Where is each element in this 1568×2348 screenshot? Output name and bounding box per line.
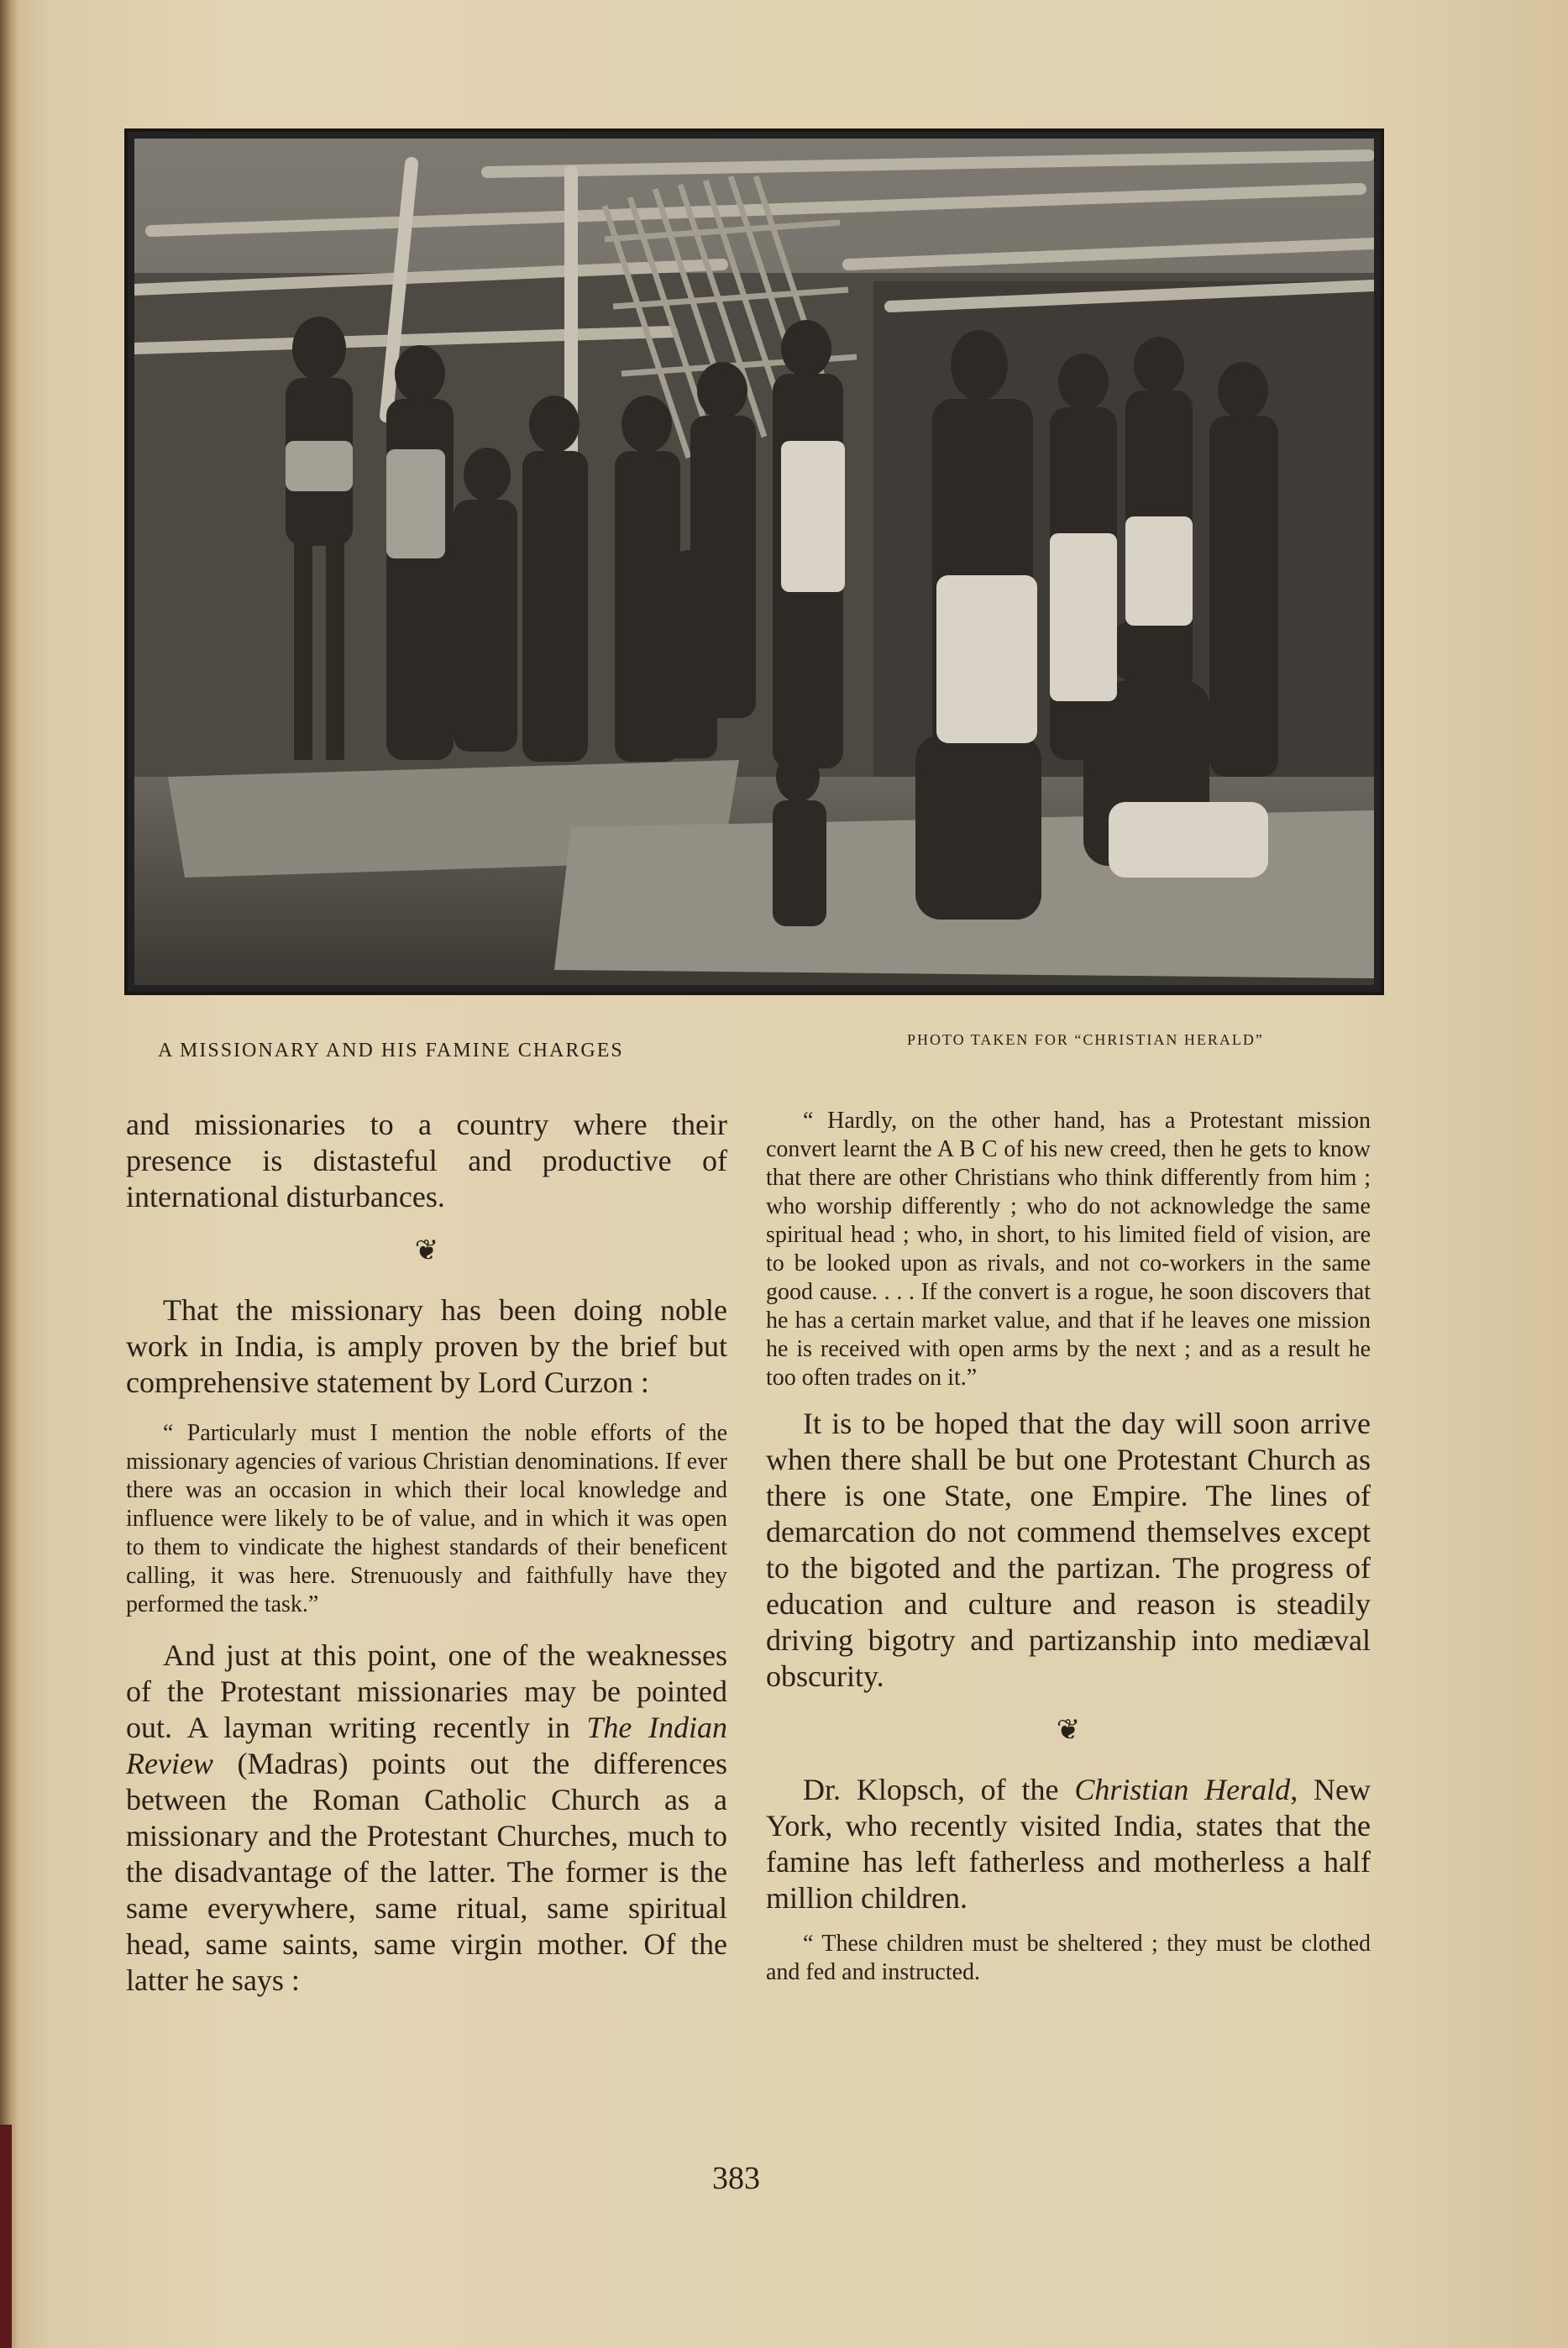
page-number: 383 bbox=[712, 2161, 760, 2196]
famine-photograph bbox=[124, 128, 1384, 995]
quote-indian-review: “ Hardly, on the other hand, has a Protestant mission convert learnt the A B C of his new creed, then he gets to know that there are other Christians who think differently from him ; who worship differently ; who do not acknowledge the same spiritual head ; who, in short, to his limited field of vision, are to be looked upon as rivals, and not co-workers in the same good cause. . . . If the convert is a rogue, he soon discovers that he has a certain market value, and that if he leaves one mission he is received with open arms by the next ; and as a result he too often trades on it.” bbox=[766, 1108, 1371, 1391]
book-spine-edge bbox=[0, 2125, 12, 2348]
right-column bbox=[766, 1107, 1371, 1987]
binding-shadow bbox=[0, 0, 18, 2348]
photo-credit: PHOTO TAKEN FOR “CHRISTIAN HERALD” bbox=[907, 1031, 1264, 1048]
paragraph-klopsch: Dr. Klopsch, of the Christian Herald, New York, who recently visited India, states that the famine has left fatherless and motherless a half million children. bbox=[766, 1773, 1371, 1915]
christian-herald-title: Christian Herald bbox=[1074, 1773, 1291, 1806]
quote-children: “ These children must be sheltered ; they must be clothed and fed and instructed. bbox=[766, 1931, 1371, 1985]
photo-image bbox=[134, 139, 1374, 985]
paragraph-continuation: and missionaries to a country where their presence is distasteful and productive of international disturbances. bbox=[126, 1108, 727, 1213]
ornament-divider-2: ❦ bbox=[1056, 1715, 1081, 1746]
photo-caption: A MISSIONARY AND HIS FAMINE CHARGES bbox=[158, 1040, 624, 1061]
ornament-divider: ❦ bbox=[414, 1235, 439, 1266]
paragraph-curzon-intro: That the missionary has been doing noble work in India, is amply proven by the brief but comprehensive statement by Lord Curzon : bbox=[126, 1293, 727, 1399]
indian-review-title: The Indian Review bbox=[126, 1711, 727, 1780]
left-column bbox=[126, 1107, 727, 1999]
quote-curzon: “ Particularly must I mention the noble efforts of the missionary agencies of various Christian denominations. If ever there was an occasion in which their local knowledge and influence were likely to be of value, and in which it was open to them to vindicate the highest standards of their beneficent calling, it was here. Strenuously and faithfully have they performed the task.” bbox=[126, 1420, 727, 1617]
paragraph-one-church: It is to be hoped that the day will soon arrive when there shall be but one Protestant Church as there is one State, one Empire. The lines of demarcation do not commend themselves except to the bigoted and the partizan. The progress of education and culture and reason is steadily driving bigotry and partizanship into mediæval obscurity. bbox=[766, 1407, 1371, 1693]
paragraph-weaknesses: And just at this point, one of the weaknesses of the Protestant missionaries may be pointed out. A layman writing recently in The Indian Review (Madras) points out the differences between the Roman Catholic Church as a missionary and the Protestant Churches, much to the disadvantage of the latter. The former is the same everywhere, same ritual, same spiritual head, same saints, same virgin mother. Of the latter he says : bbox=[126, 1638, 727, 1997]
